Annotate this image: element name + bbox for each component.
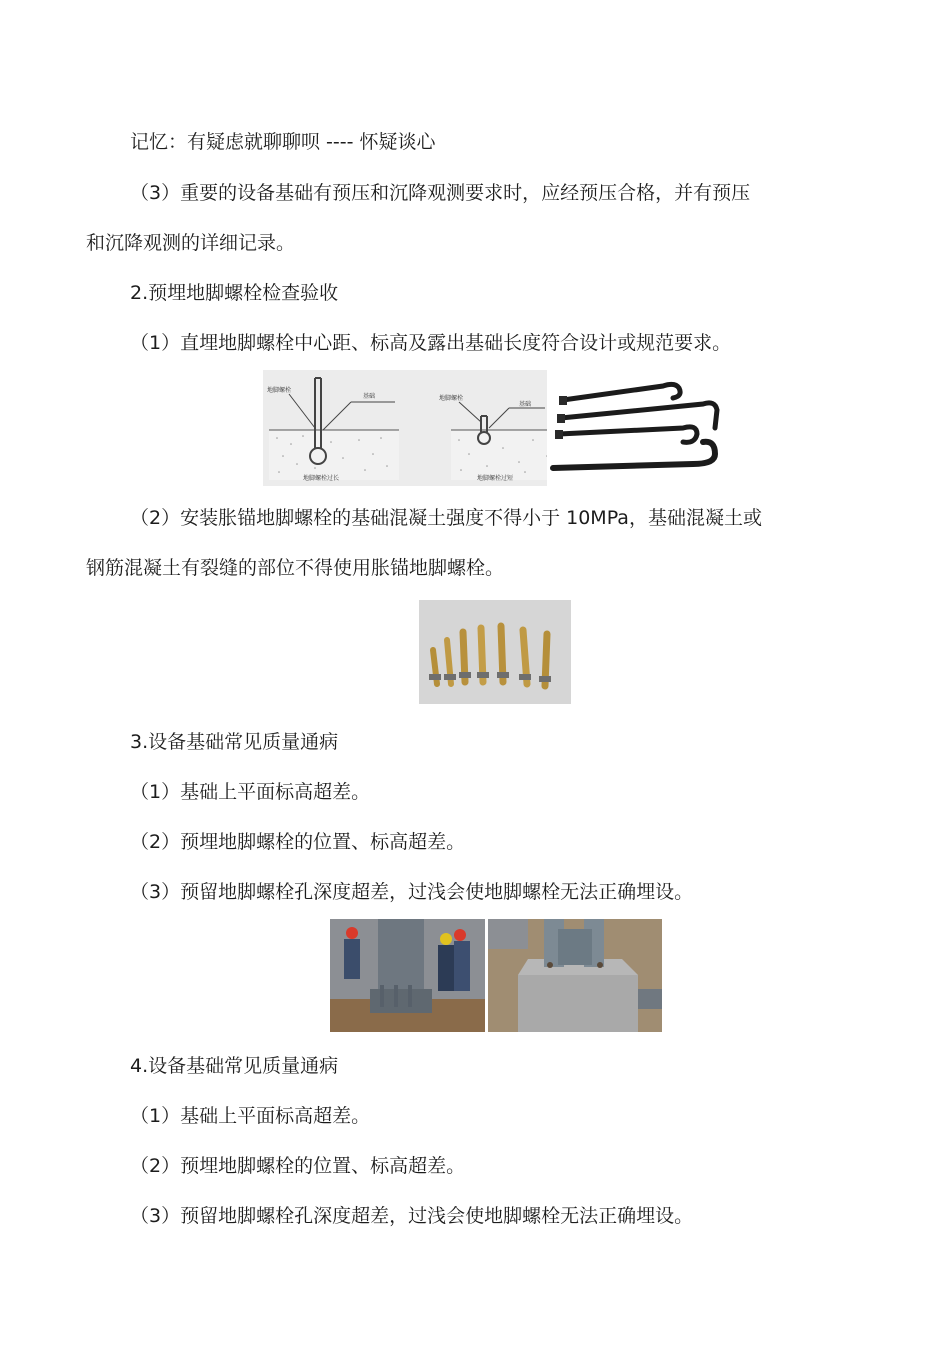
s2-item-2-line-2: 钢筋混凝土有裂缝的部位不得使用胀锚地脚螺栓。: [86, 557, 505, 579]
s3-item-2: （2）预埋地脚螺栓的位置、标高超差。: [130, 831, 466, 853]
s4-item-3: （3）预留地脚螺栓孔深度超差，过浅会使地脚螺栓无法正确埋设。: [130, 1205, 694, 1227]
memory-line: 记忆：有疑虑就聊聊呗 ---- 怀疑谈心: [130, 131, 436, 153]
expansion-bolts-photo: [419, 600, 571, 704]
s3-item-1: （1）基础上平面标高超差。: [130, 781, 371, 803]
site-photo-workers: [330, 919, 485, 1032]
s4-item-1: （1）基础上平面标高超差。: [130, 1105, 371, 1127]
item-3-line-1: （3）重要的设备基础有预压和沉降观测要求时，应经预压合格，并有预压: [130, 182, 751, 204]
section-4-heading: 4.设备基础常见质量通病: [130, 1055, 339, 1077]
s2-item-2-line-1: （2）安装胀锚地脚螺栓的基础混凝土强度不得小于 10MPa，基础混凝土或: [130, 507, 762, 529]
left-label-bolt: 地脚螺栓: [267, 387, 292, 394]
left-label-base: 基础: [363, 393, 376, 400]
item-3-line-2: 和沉降观测的详细记录。: [86, 232, 296, 254]
section-3-heading: 3.设备基础常见质量通病: [130, 731, 339, 753]
section-2-heading: 2.预埋地脚螺栓检查验收: [130, 282, 339, 304]
s4-item-2: （2）预埋地脚螺栓的位置、标高超差。: [130, 1155, 466, 1177]
mid-label-bolt: 地脚螺栓: [439, 395, 464, 402]
left-caption: 地脚螺栓过长: [303, 475, 340, 482]
mid-label-base: 基础: [519, 401, 532, 408]
anchor-bolts-photo: [547, 370, 729, 486]
mid-caption: 地脚螺栓过短: [477, 475, 514, 482]
s2-item-1: （1）直埋地脚螺栓中心距、标高及露出基础长度符合设计或规范要求。: [130, 332, 732, 354]
site-photo-base-plate: [488, 919, 662, 1032]
anchor-bolt-figure: [263, 370, 729, 486]
bolt-too-short-diagram: [451, 402, 559, 480]
s3-item-3: （3）预留地脚螺栓孔深度超差，过浅会使地脚螺栓无法正确埋设。: [130, 881, 694, 903]
